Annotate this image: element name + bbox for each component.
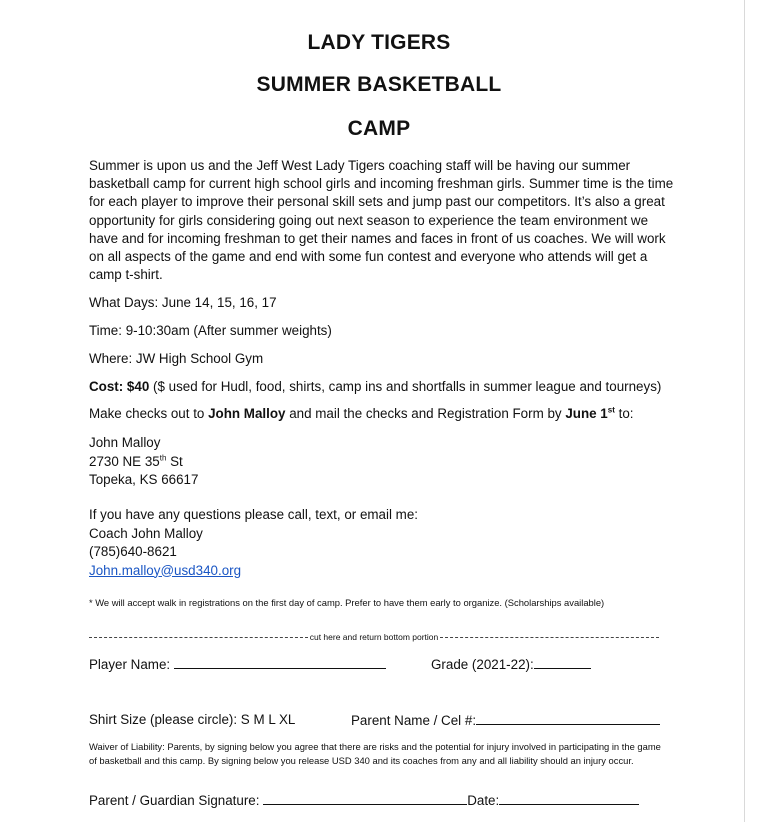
grade-label: Grade (2021-22): [431, 657, 534, 672]
address-street: 2730 NE 35th St [89, 453, 183, 469]
player-name-blank[interactable] [174, 656, 386, 669]
grade-field [431, 656, 591, 672]
camp-days: What Days: June 14, 15, 16, 17 [89, 295, 277, 310]
waiver-text: Waiver of Liability: Parents, by signing below you agree that there are risks and the potential for injury involved in participating in the game of basketball and this camp. By signing below you release USD 340 and its coaches from any and all liability should an injury occur. [89, 741, 661, 766]
camp-cost [89, 379, 661, 394]
intro-paragraph: Summer is upon us and the Jeff West Lady Tigers coaching staff will be having our summer basketball camp for current high school girls and incoming freshman girls. Summer time is the time for each player to improve their personal skill sets and jump past our competitors. It’s also a great opportunity for girls considering going out next season to experience the team environment we have and for incoming freshman to get their names and faces in front of us coaches. We will work on all aspects of the game and end with some fun contest and everyone who attends will get a camp t-shirt. [89, 158, 674, 283]
signature-blank[interactable] [263, 792, 467, 805]
grade-blank[interactable] [534, 656, 591, 669]
shirt-size-field[interactable]: Shirt Size (please circle): S M L XL [89, 712, 296, 727]
checks-post: to: [614, 406, 634, 421]
checks-instructions [89, 406, 633, 421]
checks-mid: and mail the checks and Registration Form by [285, 406, 566, 421]
address-name: John Malloy [89, 435, 161, 450]
contact-name: Coach John Malloy [89, 525, 203, 541]
player-name-label: Player Name: [89, 657, 171, 672]
signature-label: Parent / Guardian Signature: [89, 793, 260, 808]
signature-field [89, 792, 639, 808]
cut-dash-left [89, 637, 308, 638]
contact-email-link[interactable]: John.malloy@usd340.org [89, 562, 242, 578]
date-blank[interactable] [499, 792, 639, 805]
mailing-address [89, 434, 198, 490]
cut-line [89, 630, 659, 644]
cut-dash-right [440, 637, 659, 638]
cut-line-text: cut here and return bottom portion [309, 632, 439, 642]
checks-deadline: June 1st [565, 405, 615, 421]
checks-payee: John Malloy [208, 406, 286, 421]
checks-pre: Make checks out to [89, 406, 209, 421]
camp-time: Time: 9-10:30am (After summer weights) [89, 323, 332, 338]
address-city: Topeka, KS 66617 [89, 472, 199, 487]
parent-name-field [351, 712, 660, 728]
parent-name-label: Parent Name / Cel #: [351, 713, 477, 728]
contact-phone: (785)640-8621 [89, 544, 177, 559]
title-line-3: CAMP [347, 117, 411, 140]
camp-location: Where: JW High School Gym [89, 351, 264, 366]
player-name-field [89, 656, 386, 672]
title-line-2: SUMMER BASKETBALL [256, 73, 502, 96]
contact-intro: If you have any questions please call, text, or email me: [89, 507, 418, 522]
parent-name-blank[interactable] [476, 712, 660, 725]
cost-label: Cost: $40 [89, 379, 150, 394]
contact-block [89, 506, 418, 580]
date-label: Date: [467, 793, 500, 808]
title-line-1: LADY TIGERS [307, 31, 451, 54]
cost-note: ($ used for Hudl, food, shirts, camp ins and shortfalls in summer league and tourneys) [149, 379, 662, 394]
walk-in-note: * We will accept walk in registrations on the first day of camp. Prefer to have them early to organize. (Scholarships available) [89, 597, 605, 608]
